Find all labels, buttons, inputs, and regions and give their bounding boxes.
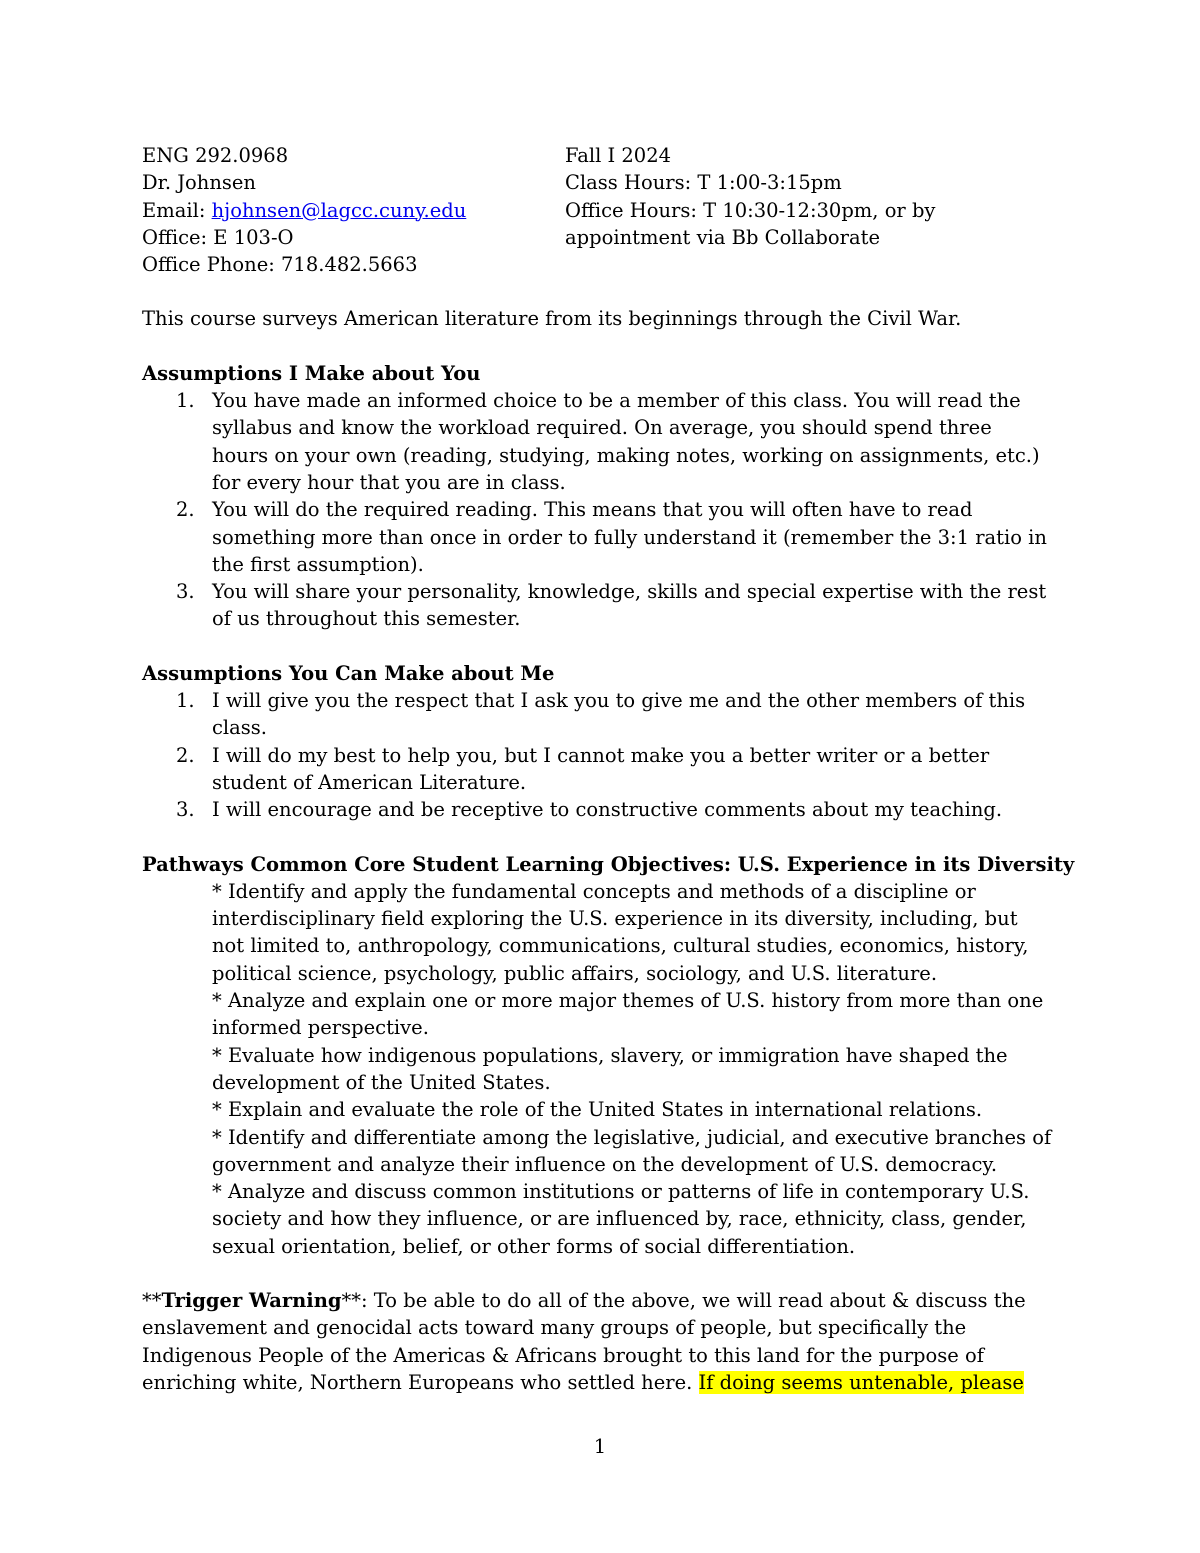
email-link[interactable]: hjohnsen@lagcc.cuny.edu — [211, 198, 467, 222]
assumptions-about-you-heading: Assumptions I Make about You — [142, 361, 481, 385]
objective-line: society and how they influence, or are influenced by, race, ethnicity, class, gender, — [212, 1207, 1027, 1231]
email-label: Email: — [142, 198, 212, 222]
list-item-line: of us throughout this semester. — [212, 607, 521, 631]
objective-line: interdisciplinary field exploring the U.S. experience in its diversity, including, but — [212, 907, 1018, 931]
list-number: 1. — [176, 389, 195, 413]
trigger-warning-prefix: ** — [142, 1288, 162, 1312]
document-content — [142, 142, 1075, 1396]
list-item-line: student of American Literature. — [212, 770, 527, 794]
trigger-warning-text: : To be able to do all of the above, we will read about & discuss the — [361, 1288, 1026, 1312]
list-item-line: You will do the required reading. This means that you will often have to read — [212, 498, 973, 522]
list-item-line: something more than once in order to fully understand it (remember the 3:1 ratio in — [212, 525, 1047, 549]
trigger-warning-line: enslavement and genocidal acts toward many groups of people, but specifically the — [142, 1316, 967, 1340]
objective-line: * Evaluate how indigenous populations, slavery, or immigration have shaped the — [212, 1043, 1008, 1067]
objective-line: not limited to, anthropology, communications, cultural studies, economics, history, — [212, 934, 1029, 958]
list-number: 3. — [176, 798, 195, 822]
list-item-line: the first assumption). — [212, 552, 424, 576]
trigger-warning-line — [142, 1369, 1072, 1396]
list-number: 3. — [176, 580, 195, 604]
office-phone: Office Phone: 718.482.5663 — [142, 253, 418, 277]
trigger-warning-line — [142, 1287, 1072, 1314]
objective-line: * Identify and differentiate among the legislative, judicial, and executive branches of — [212, 1125, 1052, 1149]
trigger-warning-text: enriching white, Northern Europeans who settled here. — [142, 1370, 699, 1394]
office-location: Office: E 103-O — [142, 225, 294, 249]
objective-line: * Identify and apply the fundamental concepts and methods of a discipline or — [212, 879, 976, 903]
assumptions-about-me-list — [142, 687, 1072, 823]
trigger-warning-label: Trigger Warning — [161, 1288, 342, 1312]
email-line — [142, 197, 565, 224]
objective-line: sexual orientation, belief, or other forms of social differentiation. — [212, 1234, 856, 1258]
list-number: 2. — [176, 498, 195, 522]
course-code: ENG 292.0968 — [142, 144, 289, 167]
highlighted-text: If doing seems untenable, please — [698, 1370, 1024, 1394]
list-item — [142, 742, 1072, 797]
assumptions-about-you-list — [142, 387, 1072, 633]
course-header — [142, 142, 1072, 278]
list-item-line: You have made an informed choice to be a member of this class. You will read the — [212, 389, 1021, 413]
office-hours-line-2: appointment via Bb Collaborate — [565, 225, 880, 249]
list-item-line: I will give you the respect that I ask you to give me and the other members of this — [212, 689, 1026, 713]
list-item-line: I will encourage and be receptive to constructive comments about my teaching. — [212, 798, 1003, 822]
list-item-line: for every hour that you are in class. — [212, 470, 566, 494]
term: Fall I 2024 — [565, 144, 672, 167]
list-item-line: hours on your own (reading, studying, making notes, working on assignments, etc.) — [212, 443, 1040, 467]
objective-line: informed perspective. — [212, 1016, 429, 1040]
course-info-right — [565, 142, 985, 278]
list-item-line: syllabus and know the workload required. On average, you should spend three — [212, 416, 992, 440]
pathways-heading: Pathways Common Core Student Learning Objectives: U.S. Experience in its Diversity — [142, 852, 1075, 876]
list-item-line: I will do my best to help you, but I cannot make you a better writer or a better — [212, 743, 990, 767]
instructor-name: Dr. Johnsen — [142, 171, 256, 195]
office-hours-line-1: Office Hours: T 10:30-12:30pm, or by — [565, 198, 936, 222]
objective-line: * Analyze and explain one or more major themes of U.S. history from more than one — [212, 989, 1044, 1013]
list-item — [142, 687, 1072, 742]
trigger-warning-line: Indigenous People of the Americas & Africans brought to this land for the purpose of — [142, 1343, 984, 1367]
list-item — [142, 796, 1072, 823]
objective-line: development of the United States. — [212, 1070, 551, 1094]
list-number: 2. — [176, 743, 195, 767]
list-item — [142, 496, 1072, 578]
class-hours: Class Hours: T 1:00-3:15pm — [565, 171, 842, 195]
learning-objectives-list — [142, 878, 1072, 1260]
trigger-warning-paragraph — [142, 1287, 1072, 1396]
list-item — [142, 578, 1072, 633]
list-item — [142, 387, 1072, 496]
page-number: 1 — [593, 1435, 607, 1458]
objective-line: * Explain and evaluate the role of the United States in international relations. — [212, 1098, 983, 1122]
assumptions-about-me-heading: Assumptions You Can Make about Me — [142, 661, 555, 685]
objective-line: political science, psychology, public affairs, sociology, and U.S. literature. — [212, 961, 938, 985]
list-item-line: class. — [212, 716, 267, 740]
objective-line: government and analyze their influence on the development of U.S. democracy. — [212, 1152, 998, 1176]
course-info-left — [142, 142, 565, 278]
trigger-warning-suffix: ** — [341, 1288, 362, 1312]
list-number: 1. — [176, 689, 195, 713]
objective-line: * Analyze and discuss common institutions or patterns of life in contemporary U.S. — [212, 1180, 1030, 1204]
list-item-line: You will share your personality, knowledge, skills and special expertise with the rest — [212, 580, 1047, 604]
course-description: This course surveys American literature from its beginnings through the Civil War. — [142, 307, 962, 331]
